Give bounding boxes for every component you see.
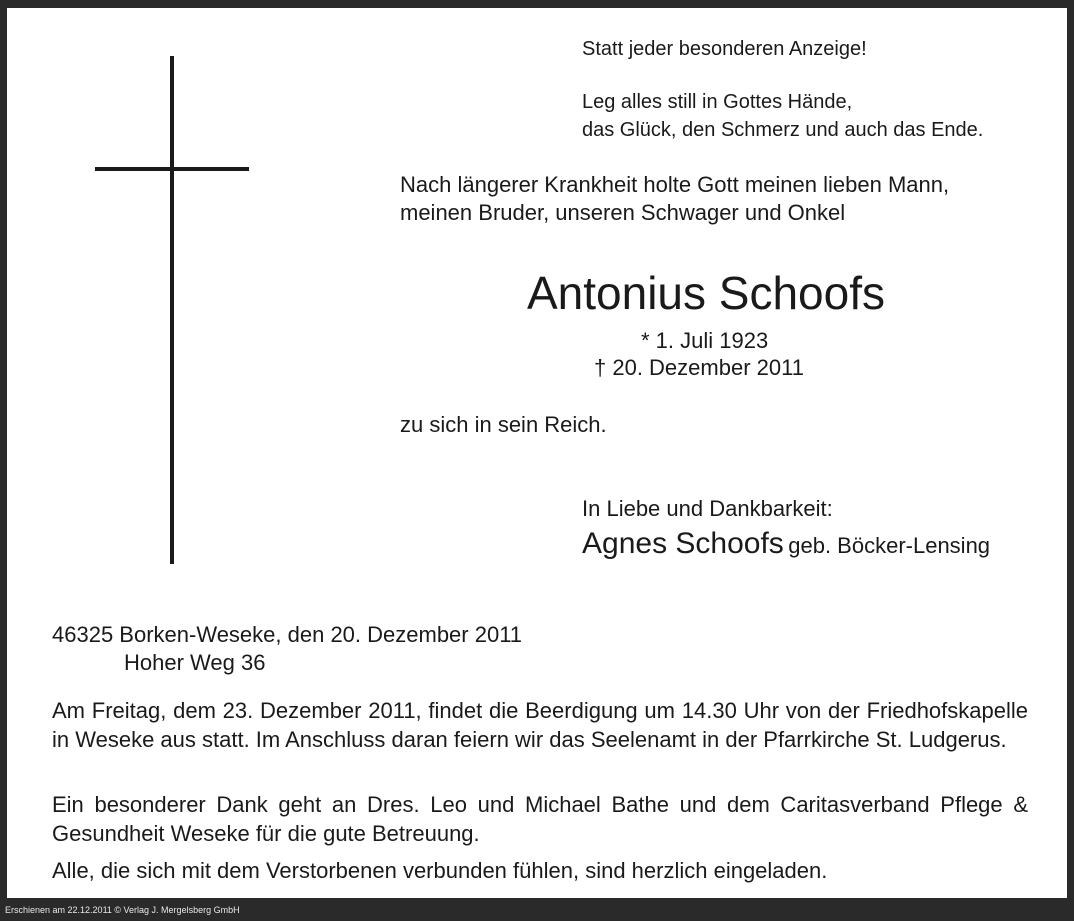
verse-line-2: das Glück, den Schmerz und auch das Ende. <box>582 119 984 141</box>
closing-line: zu sich in sein Reich. <box>400 412 607 437</box>
address-line-2: Hoher Weg 36 <box>124 650 266 675</box>
signature <box>582 524 990 569</box>
signature-heading: In Liebe und Dankbarkeit: <box>582 496 833 521</box>
birth-date: * 1. Juli 1923 <box>641 328 769 353</box>
intro-line-2: meinen Bruder, unseren Schwager und Onkel <box>400 200 846 225</box>
deceased-name: Antonius Schoofs <box>527 267 886 319</box>
death-date: † 20. Dezember 2011 <box>594 355 804 380</box>
address-line-1: 46325 Borken-Weseke, den 20. Dezember 2011 <box>52 622 523 647</box>
cross-icon-bar <box>95 167 249 171</box>
thanks-paragraph: Ein besonderer Dank geht an Dres. Leo und Michael Bathe und dem Caritasverband Pflege & Gesundheit Weseke für die gute Betreuung. <box>52 792 1028 846</box>
cross-icon <box>170 56 174 564</box>
signature-maiden-name: geb. Böcker-Lensing <box>788 533 991 558</box>
obituary-card <box>7 8 1067 898</box>
funeral-paragraph: Am Freitag, dem 23. Dezember 2011, findet die Beerdigung um 14.30 Uhr von der Friedhofskapelle in Weseke aus statt. Im Anschluss daran feiern wir das Seelenamt in der Pfarrkirche St. Ludgerus. <box>52 698 1028 752</box>
invitation-paragraph: Alle, die sich mit dem Verstorbenen verbunden fühlen, sind herzlich eingeladen. <box>52 858 828 883</box>
signature-name: Agnes Schoofs <box>582 527 784 560</box>
verse-line-1: Leg alles still in Gottes Hände, <box>582 91 853 113</box>
intro-line-1: Nach längerer Krankheit holte Gott meinen lieben Mann, <box>400 172 950 197</box>
publication-footer: Erschienen am 22.12.2011 © Verlag J. Mergelsberg GmbH <box>5 905 240 915</box>
motto: Statt jeder besonderen Anzeige! <box>582 38 867 60</box>
